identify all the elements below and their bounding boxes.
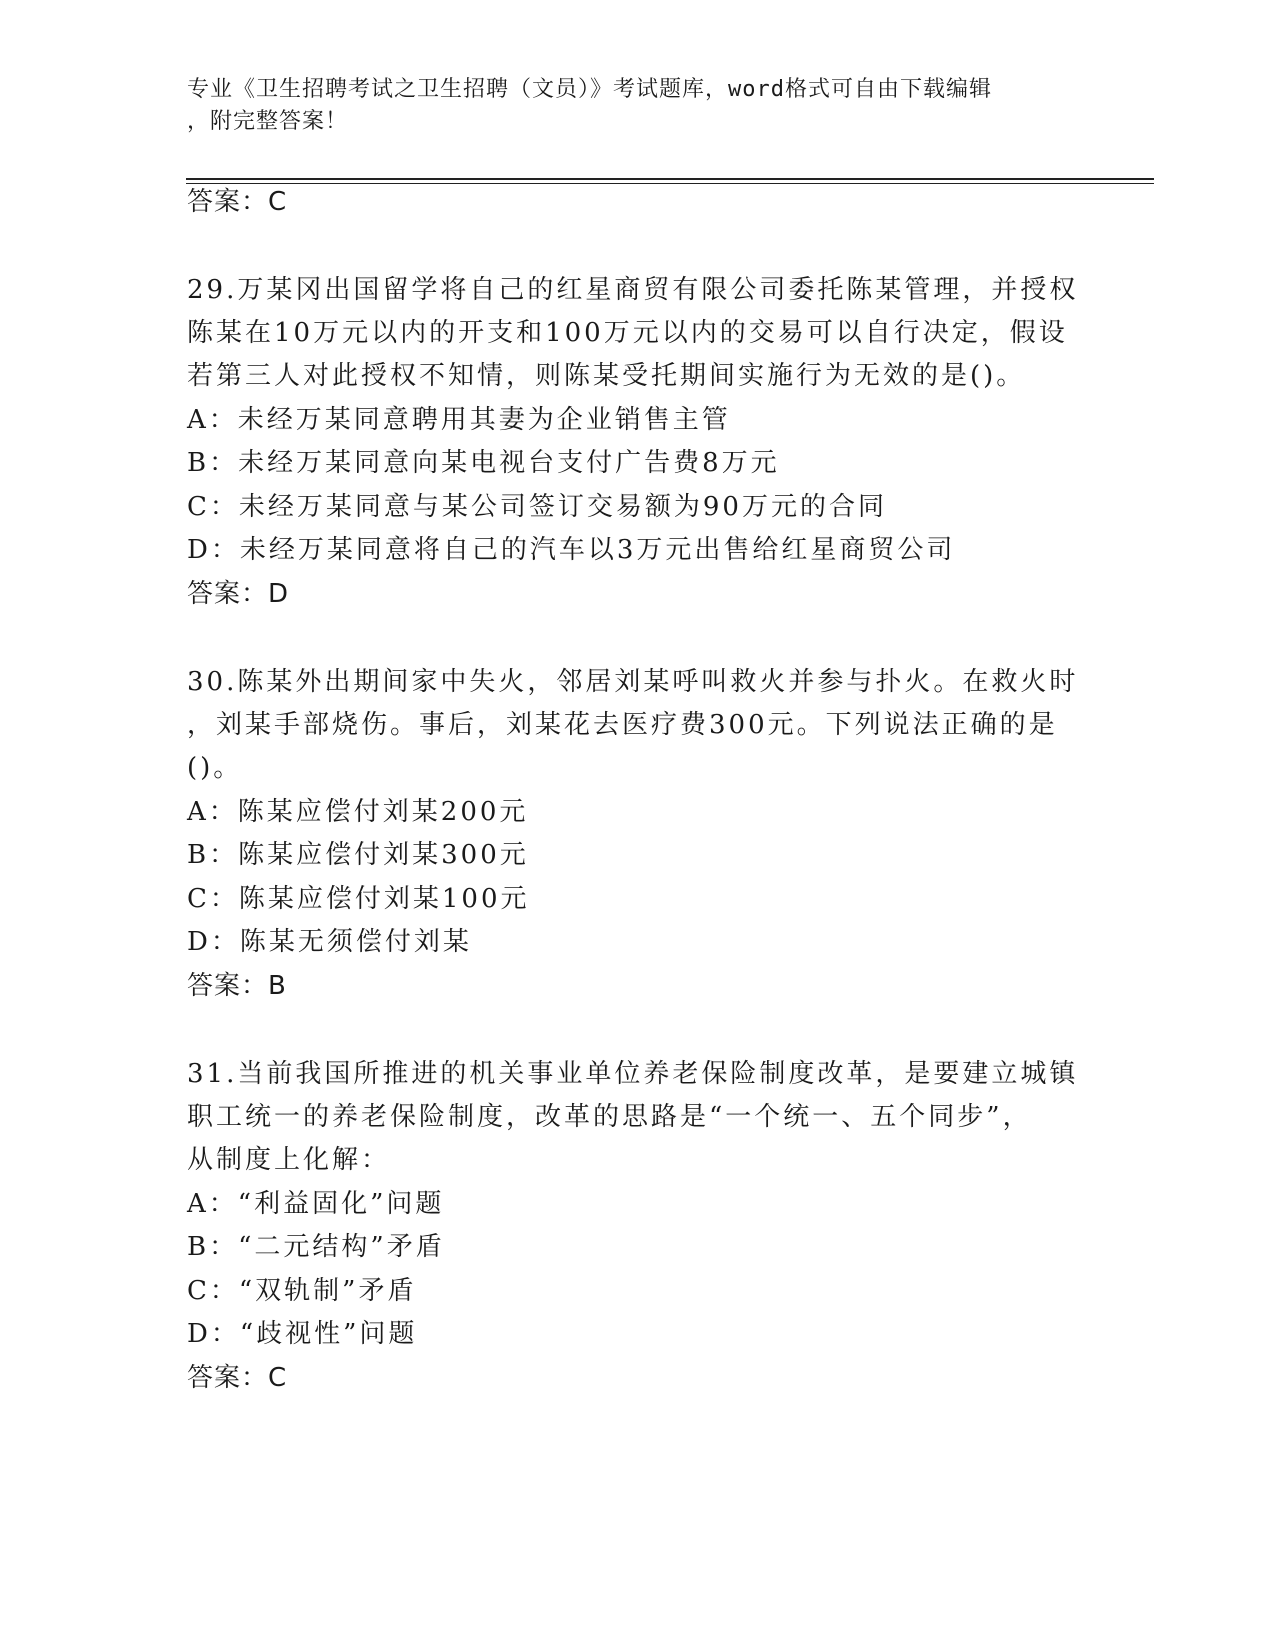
question-31-option-c: C：“双轨制”矛盾	[187, 1276, 417, 1306]
question-31-stem-line-3: 从制度上化解：	[187, 1145, 391, 1175]
question-30-stem-line-3: ()。	[187, 753, 243, 783]
question-30-option-c: C：陈某应偿付刘某100元	[187, 884, 530, 914]
question-30-option-b: B：陈某应偿付刘某300元	[187, 840, 529, 870]
question-31-option-d: D：“歧视性”问题	[187, 1319, 418, 1349]
question-29-option-d: D：未经万某同意将自己的汽车以3万元出售给红星商贸公司	[187, 535, 956, 565]
header-note-line-1: 专业《卫生招聘考试之卫生招聘（文员）》考试题库，word格式可自由下载编辑	[187, 77, 992, 102]
header-note	[187, 74, 1067, 138]
question-29-option-c: C：未经万某同意与某公司签订交易额为90万元的合同	[187, 492, 887, 522]
question-31-option-b: B：“二元结构”矛盾	[187, 1232, 445, 1262]
question-30-stem-line-2: ，刘某手部烧伤。事后，刘某花去医疗费300元。下列说法正确的是	[187, 710, 1058, 740]
question-30-option-a: A：陈某应偿付刘某200元	[187, 797, 529, 827]
question-31-stem-line-1: 31.当前我国所推进的机关事业单位养老保险制度改革，是要建立城镇	[187, 1059, 1079, 1089]
question-30-answer: 答案：B	[187, 971, 287, 1001]
question-31-stem-line-2: 职工统一的养老保险制度，改革的思路是“一个统一、五个同步”，	[187, 1102, 1032, 1132]
question-31-option-a: A：“利益固化”问题	[187, 1189, 445, 1219]
question-30-option-d: D：陈某无须偿付刘某	[187, 927, 472, 957]
header-divider-thin	[186, 183, 1154, 184]
question-29-option-b: B：未经万某同意向某电视台支付广告费8万元	[187, 448, 780, 478]
question-31-answer: 答案：C	[187, 1363, 288, 1393]
header-divider	[186, 178, 1154, 180]
previous-answer: 答案：C	[187, 187, 288, 217]
question-29-stem-line-2: 陈某在10万元以内的开支和100万元以内的交易可以自行决定，假设	[187, 318, 1068, 348]
question-29-answer: 答案：D	[187, 579, 290, 609]
question-30-stem-line-1: 30.陈某外出期间家中失火，邻居刘某呼叫救火并参与扑火。在救火时	[187, 667, 1079, 697]
header-note-line-2: ，附完整答案！	[187, 109, 349, 134]
question-29-option-a: A：未经万某同意聘用其妻为企业销售主管	[187, 405, 731, 435]
question-29-stem-line-1: 29.万某冈出国留学将自己的红星商贸有限公司委托陈某管理，并授权	[187, 275, 1079, 305]
question-29-stem-line-3: 若第三人对此授权不知情，则陈某受托期间实施行为无效的是()。	[187, 361, 1026, 391]
